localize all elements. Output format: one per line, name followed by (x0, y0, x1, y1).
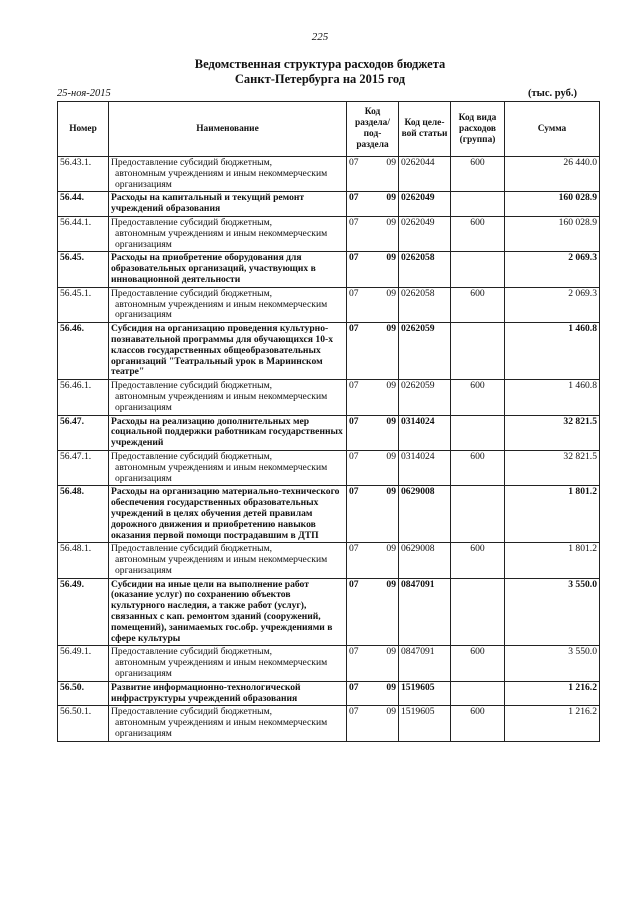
table-row (58, 681, 600, 706)
row-number-text: 56.45.1. (60, 287, 92, 299)
row-section-code: 07 (349, 287, 359, 299)
row-target-code: 1519605 (401, 706, 435, 718)
row-target-code: 0262059 (401, 380, 435, 392)
table-row (58, 415, 600, 450)
row-section (347, 486, 399, 543)
row-number-text: 56.46. (60, 323, 84, 335)
row-name-line-1: Расходы на организацию материально-технического обеспечения государственных образовательных учреждений в целях обучения детей правилам дорожного движения и приобретению навыков оказания первой помощи пострадавшим в ДТП (111, 486, 340, 541)
row-subsection-code: 09 (386, 543, 396, 555)
row-section (347, 252, 399, 287)
row-exptype-code: 600 (470, 380, 485, 392)
row-section (347, 287, 399, 322)
table-row (58, 216, 600, 251)
row-number (58, 578, 109, 646)
row-sum (505, 578, 600, 646)
row-exptype (451, 706, 505, 741)
row-target (399, 287, 451, 322)
row-target-code: 0847091 (401, 578, 435, 590)
row-subsection-code: 09 (386, 287, 396, 299)
row-exptype (451, 543, 505, 578)
row-name-text (111, 218, 344, 250)
row-subsection-code: 09 (386, 323, 396, 335)
row-target (399, 681, 451, 706)
row-name-line-1: Предоставление субсидий бюджетным, (111, 450, 273, 462)
row-name-text (111, 324, 344, 378)
row-sum-value: 1 460.8 (568, 323, 597, 335)
row-exptype (451, 287, 505, 322)
col-header-name: Наименование (109, 102, 347, 157)
row-number (58, 415, 109, 450)
row-target-code: 1519605 (401, 681, 435, 693)
col-header-section: Код раздела/ под- раздела (347, 102, 399, 157)
row-name-line-2: автономным учреждениям и иным некоммерческим организациям (115, 657, 328, 680)
row-subsection-code: 09 (386, 578, 396, 590)
row-sum (505, 252, 600, 287)
row-name (109, 287, 347, 322)
row-name-line-2: автономным учреждениям и иным некоммерческим организациям (115, 298, 328, 321)
row-section (347, 380, 399, 415)
row-sum (505, 415, 600, 450)
row-number (58, 543, 109, 578)
row-target (399, 216, 451, 251)
row-name-text (111, 683, 344, 705)
row-section-code: 07 (349, 157, 359, 168)
row-name (109, 706, 347, 741)
row-exptype (451, 380, 505, 415)
table-row (58, 157, 600, 192)
row-exptype (451, 415, 505, 450)
table-row (58, 380, 600, 415)
row-sum (505, 681, 600, 706)
row-name (109, 252, 347, 287)
row-subsection-code: 09 (386, 706, 396, 718)
row-exptype (451, 450, 505, 485)
row-target-code: 0629008 (401, 486, 435, 498)
row-target-code: 0262049 (401, 216, 435, 228)
row-section (347, 543, 399, 578)
report-date: 25-ноя-2015 (57, 88, 111, 99)
row-number-text: 56.50. (60, 681, 84, 693)
row-sum-value: 1 216.2 (568, 681, 597, 693)
row-name-line-1: Предоставление субсидий бюджетным, (111, 287, 273, 299)
row-name-line-1: Предоставление субсидий бюджетным, (111, 646, 273, 658)
row-name-line-1: Предоставление субсидий бюджетным, (111, 706, 273, 718)
row-sum (505, 486, 600, 543)
row-number (58, 646, 109, 681)
row-number-text: 56.49.1. (60, 646, 92, 658)
row-target (399, 706, 451, 741)
table-row (58, 578, 600, 646)
row-sum-value: 3 550.0 (568, 578, 597, 590)
row-sum (505, 157, 600, 192)
row-section-code: 07 (349, 216, 359, 228)
row-sum-value: 1 460.8 (568, 380, 597, 392)
row-sum-value: 1 216.2 (568, 706, 597, 718)
row-section (347, 192, 399, 217)
row-section (347, 706, 399, 741)
row-sum (505, 543, 600, 578)
row-target (399, 646, 451, 681)
row-section (347, 681, 399, 706)
row-name (109, 578, 347, 646)
row-name-line-1: Расходы на реализацию дополнительных мер социальной поддержки работникам государственных учреждений (111, 415, 343, 449)
row-target-code: 0847091 (401, 646, 435, 658)
table-row (58, 323, 600, 380)
row-sum-value: 160 028.9 (558, 192, 597, 204)
table-row (58, 192, 600, 217)
row-section-code: 07 (349, 578, 359, 590)
row-section (347, 646, 399, 681)
col-header-sum: Сумма (505, 102, 600, 157)
row-target (399, 486, 451, 543)
row-target-code: 0314024 (401, 415, 435, 427)
row-name-line-1: Предоставление субсидий бюджетным, (111, 543, 273, 555)
row-name-text (111, 647, 344, 679)
row-subsection-code: 09 (386, 646, 396, 658)
row-target (399, 192, 451, 217)
row-name-text (111, 289, 344, 321)
row-name (109, 646, 347, 681)
row-subsection-code: 09 (386, 486, 396, 498)
row-number-text: 56.47. (60, 415, 84, 427)
row-sum-value: 32 821.5 (563, 415, 597, 427)
row-exptype (451, 681, 505, 706)
row-target (399, 380, 451, 415)
units-label: (тыс. руб.) (528, 88, 577, 99)
row-name-text (111, 417, 344, 449)
row-sum (505, 706, 600, 741)
row-section (347, 216, 399, 251)
row-name (109, 323, 347, 380)
row-target (399, 578, 451, 646)
row-target (399, 323, 451, 380)
row-sum-value: 26 440.0 (563, 157, 597, 168)
row-number-text: 56.44.1. (60, 216, 92, 228)
row-target (399, 157, 451, 192)
title-line-1: Ведомственная структура расходов бюджета (194, 57, 446, 71)
row-section-code: 07 (349, 415, 359, 427)
row-section-code: 07 (349, 706, 359, 718)
row-name-text (111, 487, 344, 541)
row-name-line-2: автономным учреждениям и иным некоммерческим организациям (115, 717, 328, 740)
row-section-code: 07 (349, 543, 359, 555)
row-name-line-1: Субсидия на организацию проведения культурно-познавательной программы для обучающихся 10-х классов государственных общеобразовательных организаций "Театральный урок в Мариинском театре" (111, 323, 333, 378)
row-subsection-code: 09 (386, 216, 396, 228)
row-name-text (111, 452, 344, 484)
row-number-text: 56.44. (60, 192, 84, 204)
row-sum (505, 450, 600, 485)
row-exptype (451, 192, 505, 217)
row-section-code: 07 (349, 323, 359, 335)
col-header-number: Номер (58, 102, 109, 157)
row-section-code: 07 (349, 646, 359, 658)
row-sum-value: 2 069.3 (568, 252, 597, 264)
row-exptype-code: 600 (470, 543, 485, 555)
row-section-code: 07 (349, 252, 359, 264)
row-number (58, 192, 109, 217)
row-name (109, 681, 347, 706)
row-name (109, 192, 347, 217)
row-number-text: 56.45. (60, 252, 84, 264)
row-name-text (111, 158, 344, 190)
row-section (347, 157, 399, 192)
row-name-line-1: Расходы на приобретение оборудования для образовательных организаций, участвующих в инновационной деятельности (111, 252, 316, 285)
row-target (399, 450, 451, 485)
row-section (347, 323, 399, 380)
row-exptype (451, 646, 505, 681)
row-subsection-code: 09 (386, 252, 396, 264)
row-subsection-code: 09 (386, 380, 396, 392)
row-section-code: 07 (349, 380, 359, 392)
row-exptype-code: 600 (470, 706, 485, 718)
row-number (58, 450, 109, 485)
row-section (347, 415, 399, 450)
row-name-line-2: автономным учреждениям и иным некоммерческим организациям (115, 461, 328, 484)
row-number (58, 287, 109, 322)
page-number: 225 (311, 31, 329, 43)
row-name-text (111, 253, 344, 285)
row-target-code: 0262049 (401, 192, 435, 204)
document-title (0, 57, 640, 87)
row-target-code: 0314024 (401, 450, 435, 462)
row-name-line-1: Предоставление субсидий бюджетным, (111, 216, 273, 228)
row-name-text (111, 580, 344, 645)
row-name-line-1: Предоставление субсидий бюджетным, (111, 157, 273, 168)
row-exptype-code: 600 (470, 216, 485, 228)
row-number (58, 486, 109, 543)
col-header-exptype: Код вида расходов (группа) (451, 102, 505, 157)
row-sum-value: 1 801.2 (568, 486, 597, 498)
row-subsection-code: 09 (386, 415, 396, 427)
row-exptype (451, 578, 505, 646)
table-row (58, 646, 600, 681)
row-number-text: 56.48. (60, 486, 84, 498)
row-subsection-code: 09 (386, 157, 396, 168)
title-line-2: Санкт-Петербурга на 2015 год (234, 72, 406, 86)
row-number-text: 56.50.1. (60, 706, 92, 718)
row-name-text (111, 707, 344, 739)
row-section-code: 07 (349, 681, 359, 693)
table-row (58, 450, 600, 485)
row-target-code: 0262059 (401, 323, 435, 335)
row-exptype-code: 600 (470, 287, 485, 299)
row-section (347, 450, 399, 485)
row-target-code: 0262044 (401, 157, 435, 168)
row-name-line-2: автономным учреждениям и иным некоммерческим организациям (115, 167, 328, 190)
row-number (58, 252, 109, 287)
table-row (58, 543, 600, 578)
row-sum (505, 380, 600, 415)
row-section-code: 07 (349, 192, 359, 204)
row-target-code: 0262058 (401, 252, 435, 264)
row-name (109, 450, 347, 485)
row-number (58, 323, 109, 380)
col-header-target: Код целе- вой статьи (399, 102, 451, 157)
row-name-line-1: Развитие информационно-технологической инфраструктуры учреждений образования (111, 681, 301, 704)
row-name-line-1: Предоставление субсидий бюджетным, (111, 380, 273, 392)
row-exptype (451, 216, 505, 251)
row-exptype-code: 600 (470, 646, 485, 658)
row-section (347, 578, 399, 646)
row-number-text: 56.47.1. (60, 450, 92, 462)
row-subsection-code: 09 (386, 450, 396, 462)
table-row (58, 252, 600, 287)
table-header-row (58, 102, 600, 157)
row-name (109, 157, 347, 192)
row-name-line-2: автономным учреждениям и иным некоммерческим организациям (115, 554, 328, 576)
row-target-code: 0262058 (401, 287, 435, 299)
table-row (58, 287, 600, 322)
table-body (58, 157, 600, 742)
row-name (109, 415, 347, 450)
row-sum (505, 192, 600, 217)
row-name-line-1: Расходы на капитальный и текущий ремонт учреждений образования (111, 192, 305, 215)
row-number-text: 56.43.1. (60, 157, 92, 168)
row-target-code: 0629008 (401, 543, 435, 555)
row-section-code: 07 (349, 486, 359, 498)
row-sum-value: 160 028.9 (558, 216, 597, 228)
row-name-line-2: автономным учреждениям и иным некоммерческим организациям (115, 390, 328, 413)
row-subsection-code: 09 (386, 681, 396, 693)
row-sum (505, 323, 600, 380)
row-sum-value: 1 801.2 (568, 543, 597, 555)
row-target (399, 252, 451, 287)
row-name-line-2: автономным учреждениям и иным некоммерческим организациям (115, 227, 328, 250)
row-name (109, 380, 347, 415)
row-number-text: 56.46.1. (60, 380, 92, 392)
row-number (58, 681, 109, 706)
row-name (109, 216, 347, 251)
row-number (58, 216, 109, 251)
row-number (58, 706, 109, 741)
row-number (58, 380, 109, 415)
row-sum (505, 646, 600, 681)
row-section-code: 07 (349, 450, 359, 462)
table-row (58, 706, 600, 741)
row-target (399, 415, 451, 450)
row-sum (505, 287, 600, 322)
row-subsection-code: 09 (386, 192, 396, 204)
row-exptype-code: 600 (470, 450, 485, 462)
row-number (58, 157, 109, 192)
row-name-line-1: Субсидии на иные цели на выполнение работ (оказание услуг) по сохранению объектов культурного наследия, а также работ (услуг), связанных с кап. ремонтом зданий (сооружений, помещений), занимаемых гос.обр. учреждениями в сфере культуры (111, 578, 333, 644)
row-exptype-code: 600 (470, 157, 485, 168)
row-name (109, 543, 347, 578)
row-target (399, 543, 451, 578)
row-exptype (451, 252, 505, 287)
row-name-text (111, 544, 344, 576)
row-name (109, 486, 347, 543)
row-exptype (451, 486, 505, 543)
table-row (58, 486, 600, 543)
row-sum-value: 2 069.3 (568, 287, 597, 299)
row-name-text (111, 381, 344, 413)
row-sum-value: 32 821.5 (563, 450, 597, 462)
budget-table (57, 101, 600, 742)
row-exptype (451, 323, 505, 380)
row-number-text: 56.48.1. (60, 543, 92, 555)
row-sum-value: 3 550.0 (568, 646, 597, 658)
row-number-text: 56.49. (60, 578, 84, 590)
row-sum (505, 216, 600, 251)
row-name-text (111, 193, 344, 215)
row-exptype (451, 157, 505, 192)
